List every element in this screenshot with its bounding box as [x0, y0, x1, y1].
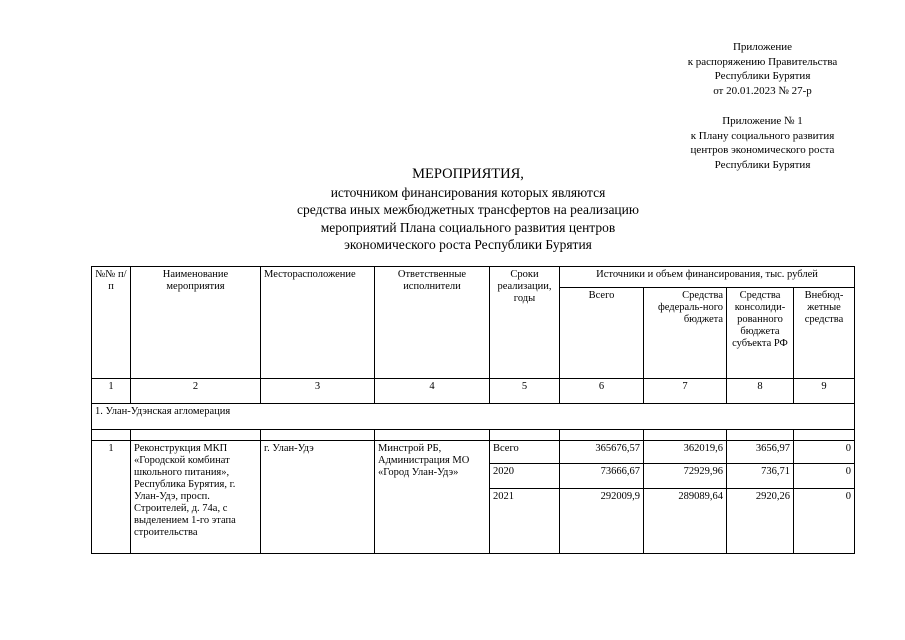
appendix-1-header-line: центров экономического роста: [690, 144, 835, 156]
row-regional: 3656,97: [727, 441, 794, 464]
header-regional: Средства консолиди-рованного бюджета субъекта РФ: [727, 288, 794, 379]
row-period: 2020: [490, 464, 560, 489]
section-title: 1. Улан-Удэнская агломерация: [92, 404, 855, 430]
column-number: 5: [490, 379, 560, 404]
appendix-header: [655, 40, 870, 98]
appendix-1-header-line: к Плану социального развития: [690, 129, 835, 142]
row-responsible: Минстрой РБ, Администрация МО «Город Улан-Удэ»: [375, 441, 490, 554]
document-title: [180, 166, 756, 254]
appendix-header-line: от 20.01.2023 № 27-р: [713, 84, 812, 97]
table-row: [92, 441, 855, 464]
column-number: 3: [261, 379, 375, 404]
row-num: 1: [92, 441, 131, 554]
header-location: Месторасположение: [261, 267, 375, 379]
appendix-1-header-line: Приложение № 1: [722, 115, 803, 127]
column-number: 8: [727, 379, 794, 404]
section-row: [92, 404, 855, 430]
spacer-row: [92, 430, 855, 441]
header-total: Всего: [560, 288, 644, 379]
document-title-line: средства иных межбюджетных трансфертов на реализацию: [297, 202, 639, 217]
column-number-row: [92, 379, 855, 404]
header-extrabudgetary: Внебюд-жетные средства: [794, 288, 855, 379]
appendix-header-line: к распоряжению Правительства: [687, 55, 838, 68]
appendix-header-line: Республики Бурятия: [714, 70, 811, 82]
header-num: №№ п/п: [92, 267, 131, 379]
column-number: 2: [131, 379, 261, 404]
document-title-main: МЕРОПРИЯТИЯ,: [412, 166, 524, 182]
column-number: 1: [92, 379, 131, 404]
row-location: г. Улан-Удэ: [261, 441, 375, 554]
header-financing-group: Источники и объем финансирования, тыс. рублей: [560, 267, 855, 288]
header-responsible: Ответственные исполнители: [375, 267, 490, 379]
header-row-1: [92, 267, 855, 288]
row-total: 292009,9: [560, 489, 644, 554]
document-title-line: мероприятий Плана социального развития центров: [320, 219, 616, 235]
row-name: Реконструкция МКП «Городской комбинат школьного питания», Республика Бурятия, г. Улан-Удэ, просп. Строителей, д. 74а, с выделением 1-го этапа строительства: [131, 441, 261, 554]
row-period: 2021: [490, 489, 560, 554]
row-extrabudgetary: 0: [794, 464, 855, 489]
document-title-line: источником финансирования которых являются: [330, 184, 606, 200]
column-number: 7: [644, 379, 727, 404]
header-name: Наименование мероприятия: [131, 267, 261, 379]
row-regional: 2920,26: [727, 489, 794, 554]
row-total: 365676,57: [560, 441, 644, 464]
header-federal: Средства федераль-ного бюджета: [644, 288, 727, 379]
document-title-line: экономического роста Республики Бурятия: [344, 237, 592, 252]
header-period: Сроки реализации, годы: [490, 267, 560, 379]
row-extrabudgetary: 0: [794, 441, 855, 464]
row-regional: 736,71: [727, 464, 794, 489]
row-federal: 289089,64: [644, 489, 727, 554]
column-number: 9: [794, 379, 855, 404]
row-extrabudgetary: 0: [794, 489, 855, 554]
measures-table: [91, 266, 855, 554]
row-federal: 362019,6: [644, 441, 727, 464]
row-federal: 72929,96: [644, 464, 727, 489]
appendix-1-header-line: Республики Бурятия: [714, 158, 811, 171]
column-number: 6: [560, 379, 644, 404]
row-period: Всего: [490, 441, 560, 464]
column-number: 4: [375, 379, 490, 404]
appendix-1-header: [660, 114, 865, 172]
appendix-header-line: Приложение: [732, 41, 793, 53]
row-total: 73666,67: [560, 464, 644, 489]
